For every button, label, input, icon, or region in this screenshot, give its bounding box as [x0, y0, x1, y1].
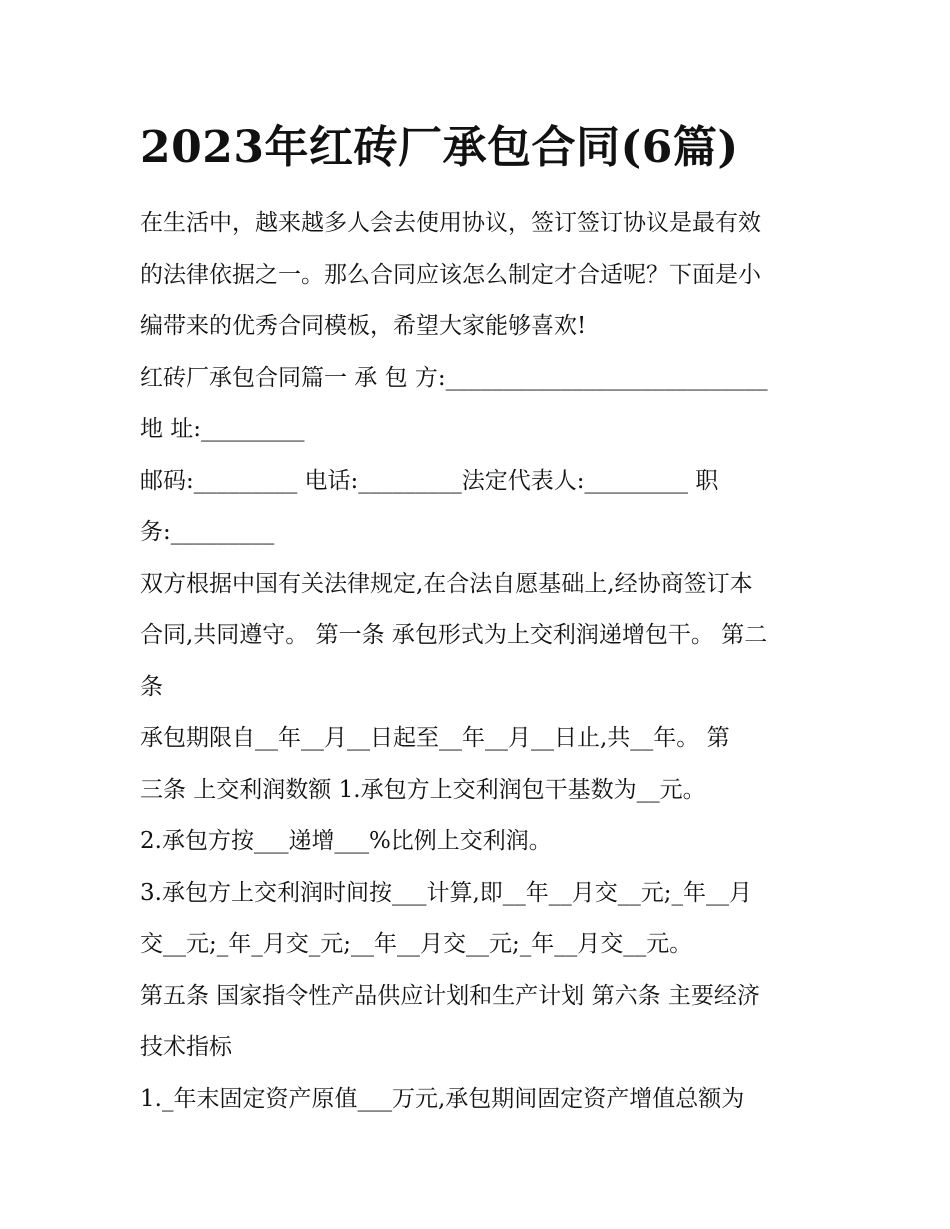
body-line: 在生活中，越来越多人会去使用协议，签订签订协议是最有效 — [140, 210, 761, 236]
body-line: 1._年末固定资产原值___万元,承包期间固定资产增值总额为 — [140, 1085, 745, 1112]
body-line: 合同,共同遵守。 第一条 承包形式为上交利润递增包干。 第二 — [140, 622, 768, 648]
body-line: 3.承包方上交利润时间按___计算,即__年__月交__元;_年__月 — [140, 879, 753, 906]
body-line: 务:_________ — [140, 519, 275, 545]
body-line: 第五条 国家指令性产品供应计划和生产计划 第六条 主要经济 — [140, 982, 760, 1009]
body-line: 条 — [140, 673, 163, 700]
body-line: 的法律依据之一。那么合同应该怎么制定才合适呢？下面是小 — [140, 261, 761, 288]
body-line: 邮码:_________ 电话:_________法定代表人:_________ 职 — [140, 467, 719, 494]
body-line: 交__元;_年_月交_元;__年__月交__元;_年__月交__元。 — [140, 931, 693, 957]
body-line: 承包期限自__年__月__日起至__年__月__日止,共__年。 第 — [140, 725, 730, 751]
body-line: 双方根据中国有关法律规定,在合法自愿基础上,经协商签订本 — [140, 570, 753, 597]
body-line: 2.承包方按___递增___%比例上交利润。 — [140, 828, 552, 854]
body-line: 地 址:_________ — [140, 416, 305, 442]
body-line: 编带来的优秀合同模板，希望大家能够喜欢! — [140, 313, 587, 339]
body-line: 三条 上交利润数额 1.承包方上交利润包干基数为__元。 — [140, 776, 706, 803]
document-body — [140, 198, 820, 1125]
body-line: 技术指标 — [140, 1034, 232, 1060]
body-line: 红砖厂承包合同篇一 承 包 方:____________________________ — [140, 364, 768, 391]
document-title: 2023年红砖厂承包合同(6篇) — [140, 122, 739, 173]
